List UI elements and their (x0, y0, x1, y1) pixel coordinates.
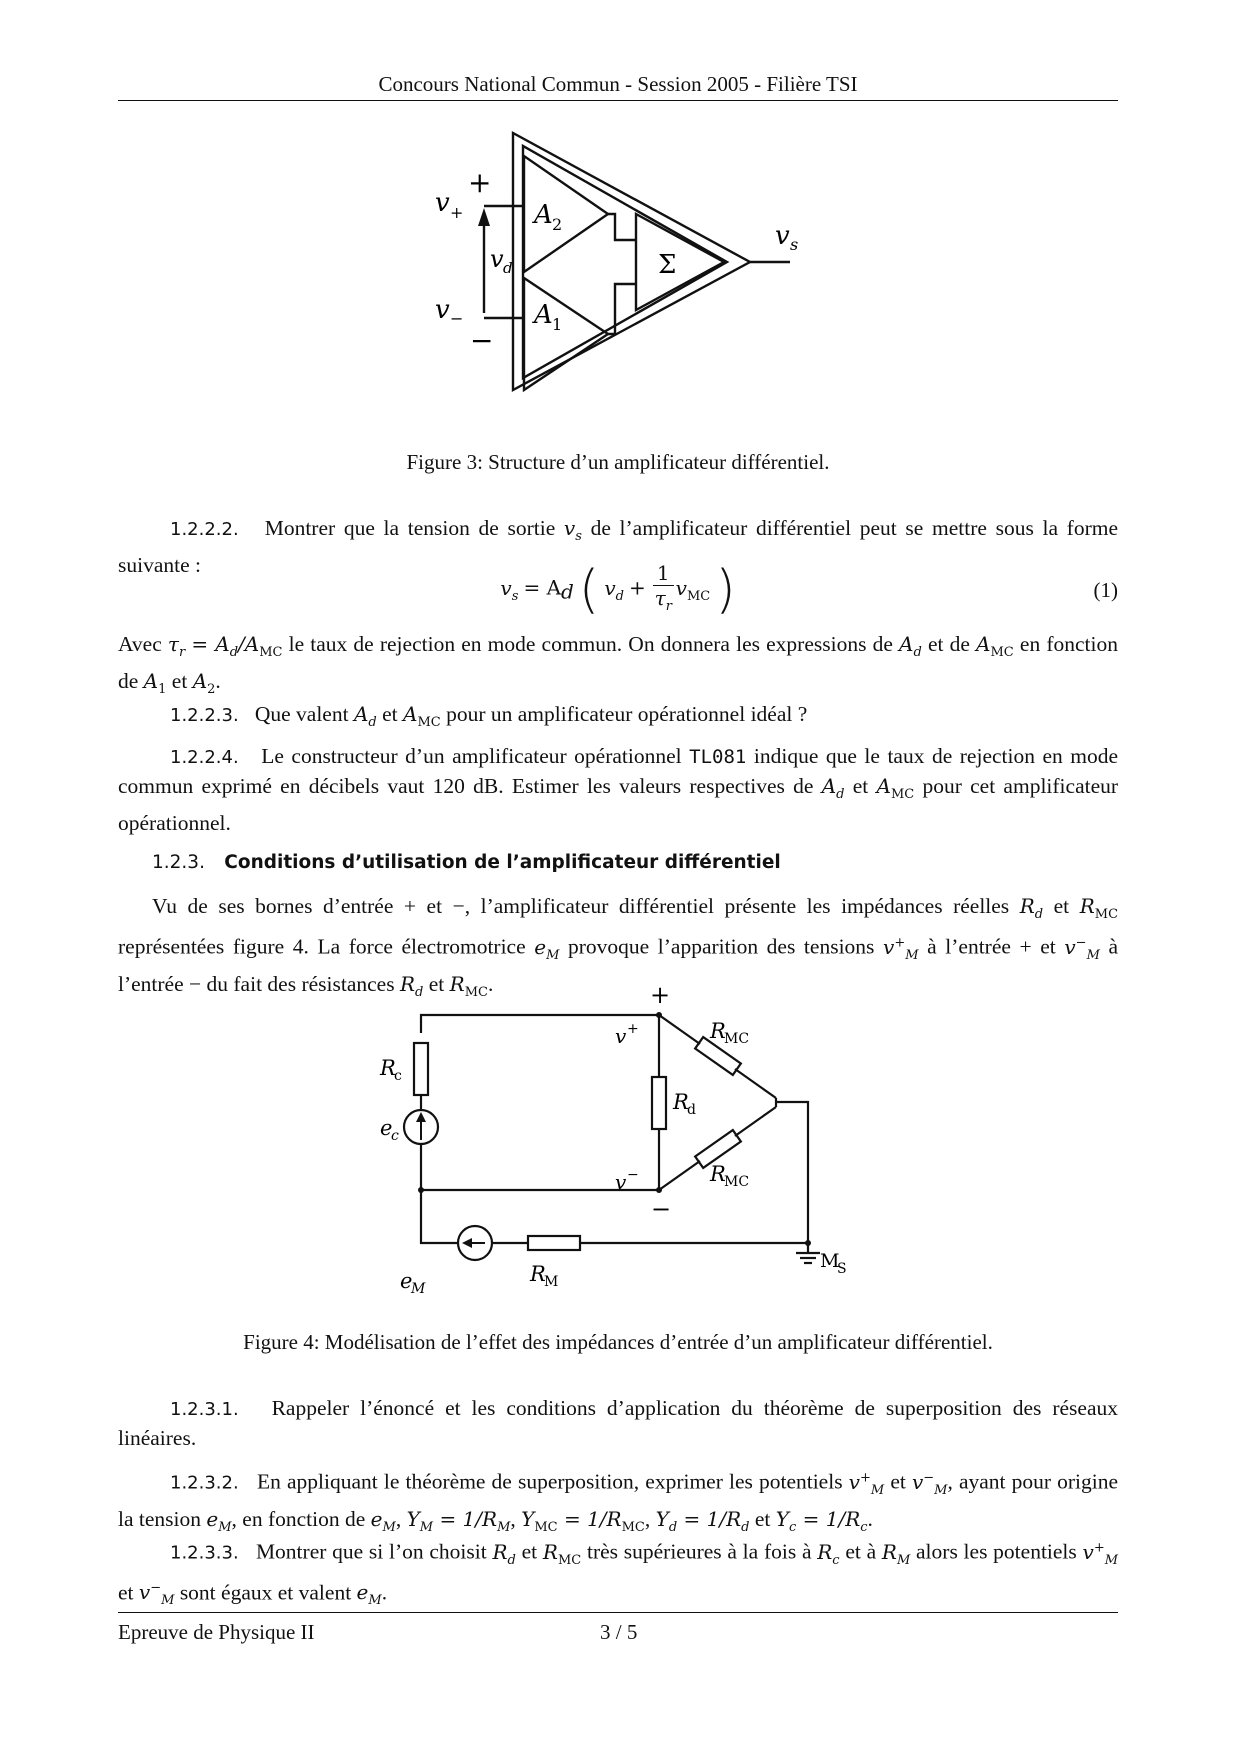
rd-resistor (652, 1077, 666, 1129)
em-sub: M (411, 1281, 426, 1295)
rmc-bottom-label: R (710, 1162, 726, 1186)
footer-rule (118, 1612, 1118, 1613)
ec-label: e (380, 1116, 393, 1140)
vd-sub: d (503, 259, 513, 277)
section-1-2-3-heading: 1.2.3. Conditions d’utilisation de l’amplificateur différentiel (152, 852, 781, 873)
v-plus-label: v (435, 188, 450, 218)
equation-1: $v_s = A_d$ ( $v_d$ + $\frac{1}{\tau_r}$ $v_{MC}$ ) (1) (500, 560, 1118, 620)
page-number: 3 / 5 (600, 1620, 638, 1644)
vplus-sup: + (627, 1021, 639, 1037)
equation-label: (1) (1093, 578, 1118, 602)
figure-3-diagram (420, 128, 820, 398)
sigma-triangle (636, 214, 724, 310)
vminus-label: v (615, 1170, 627, 1194)
eq-lhs: $v_s$ (500, 575, 519, 604)
figure-4-circuit (370, 985, 870, 1295)
minus-terminal: − (651, 1195, 672, 1223)
v-minus-sub: − (450, 309, 464, 328)
vd-label: v (490, 245, 504, 273)
footer-left: Epreuve de Physique II (118, 1620, 315, 1644)
em-label: e (400, 1269, 413, 1293)
plus-sign: + (468, 166, 492, 199)
page-header: Concours National Commun - Session 2005 - Filière TSI (378, 72, 858, 96)
rm-resistor (528, 1236, 580, 1250)
paragraph-taux-rejection: Avec $\tau_r = A_d/A_{MC}$ le taux de rejection en mode commun. On donnera les expressions de $A_d$ et de $A_{MC}$ en fonction de $A_1$ et $A_2$. (118, 632, 1118, 697)
a2-sub: 2 (552, 215, 563, 234)
vminus-sup: − (627, 1167, 639, 1183)
question-1-2-2-4: 1.2.2.4. Le constructeur d’un amplificateur opérationnel TL081 indique que le taux de rejection en mode commun exprimé en décibels vaut 120 dB. Estimer les valeurs respectives de $A_d$ et $A_{MC}$ pour cet amplificateur opérationnel. (118, 744, 1119, 835)
question-1-2-3-1: 1.2.3.1. Rappeler l’énoncé et les conditions d’application du théorème de superposition des réseaux linéaires. (118, 1396, 1118, 1450)
question-1-2-3-3: 1.2.3.3. Montrer que si l’on choisit $R_d$ et $R_{MC}$ très supérieures à la fois à $R_c$ et à $R_M$ alors les potentiels $v^+_M$ et $v^-_M$ sont égaux et valent $e_M$. (118, 1539, 1119, 1609)
rd-label: R (673, 1090, 689, 1114)
rc-sub: c (394, 1068, 402, 1084)
inner-triangle (523, 146, 727, 378)
a2-label: A (534, 200, 553, 230)
vd-arrow-head (478, 208, 490, 226)
v-plus-sub: + (450, 203, 464, 222)
em-arrow (462, 1238, 472, 1248)
ms-sub: S (837, 1261, 847, 1277)
question-1-2-2-3: 1.2.2.3. Que valent $A_d$ et $A_{MC}$ pour un amplificateur opérationnel idéal ? (170, 702, 808, 730)
question-1-2-3-2: 1.2.3.2. En appliquant le théorème de superposition, exprimer les potentiels $v^+_M$ et $v^-_M$, ayant pour origine la tension $e_M$, en fonction de $e_M$, $Y_M = 1/R_M$, $Y_{MC} = 1/R_{MC}$, $Y_d = 1/R_d$ et $Y_c = 1/R_c$. (118, 1469, 1119, 1535)
rmc-top-label: R (710, 1019, 726, 1043)
a1-label: A (534, 300, 553, 330)
ec-arrow (416, 1112, 426, 1122)
rd-sub: d (687, 1102, 696, 1118)
ec-sub: c (391, 1128, 399, 1144)
figure-4-caption: Figure 4: Modélisation de l’effet des impédances d’entrée d’un amplificateur différentiel. (243, 1330, 993, 1354)
paragraph-1-2-3: Vu de ses bornes d’entrée + et −, l’amplificateur différentiel présente les impédances réelles $R_d$ et $R_{MC}$ représentées figure 4. La force électromotrice $e_M$ provoque l’apparition des tensions $v^+_M$ à l’entrée + et $v^-_M$ à l’entrée − du fait des résistances $R_d$ et $R_{MC}$. (118, 894, 1119, 1000)
rc-label: R (380, 1056, 396, 1080)
rmc-bottom-sub: MC (724, 1174, 750, 1190)
vs-label: v (775, 221, 790, 251)
rmc-top-sub: MC (724, 1031, 750, 1047)
vplus-label: v (615, 1024, 627, 1048)
sigma-label: Σ (658, 250, 677, 280)
vs-sub: s (790, 235, 799, 254)
minus-sign: − (470, 324, 494, 357)
a1-triangle (524, 278, 608, 390)
a1-sub: 1 (552, 315, 563, 334)
plus-terminal: + (650, 985, 671, 1009)
rm-sub: M (544, 1274, 559, 1290)
question-1-2-2-2: 1.2.2.2. Montrer que la tension de sortie $v_s$ de l’amplificateur différentiel peut se mettre sous la forme suivante : (118, 516, 1119, 577)
figure-3-caption: Figure 3: Structure d’un amplificateur différentiel. (406, 450, 830, 474)
v-minus-label: v (435, 295, 450, 325)
ms-label: M (820, 1250, 840, 1272)
rc-resistor (414, 1043, 428, 1095)
rm-label: R (530, 1262, 546, 1286)
header-rule (118, 100, 1118, 101)
